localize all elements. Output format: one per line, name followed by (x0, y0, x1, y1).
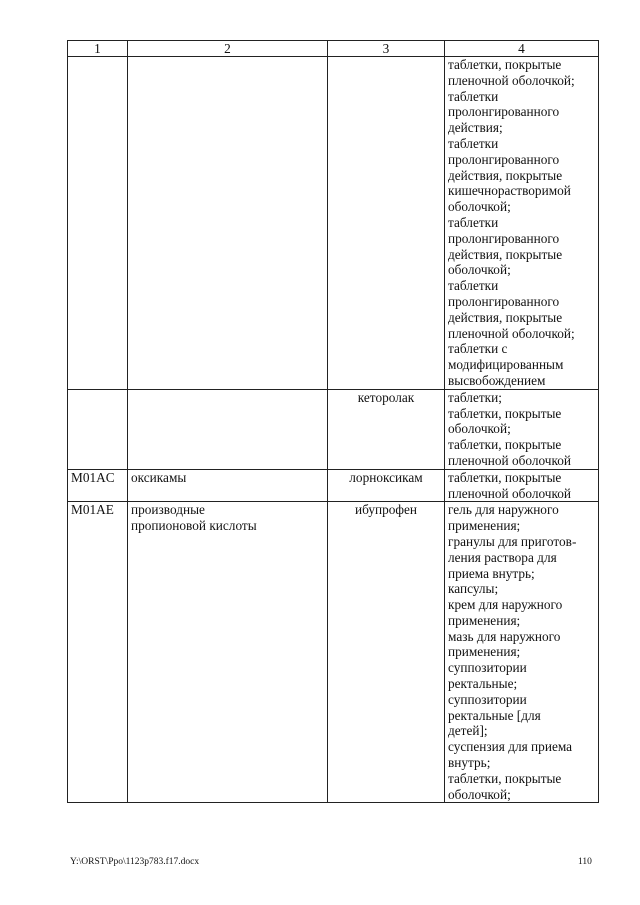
atc-code-cell: M01AC (68, 469, 128, 502)
drug-name-cell: кеторолак (328, 389, 445, 469)
dosage-form-line: пленочной оболочкой (448, 485, 572, 501)
dosage-form-line: капсулы; (448, 581, 499, 597)
table-row (68, 502, 599, 803)
dosage-form-line: суспензия для приема (448, 739, 573, 755)
group-name-cell (128, 57, 328, 390)
header-col-2: 2 (128, 41, 328, 57)
dosage-forms-cell (445, 469, 599, 502)
group-name-line: оксикамы (131, 469, 187, 485)
dosage-form-line: оболочкой; (448, 786, 511, 802)
dosage-form-line: детей]; (448, 723, 488, 739)
dosage-form-line: высвобождением (448, 372, 546, 388)
dosage-form-line: пленочной оболочкой; (448, 72, 575, 88)
dosage-forms-cell (445, 57, 599, 390)
dosage-form-line: гель для наружного (448, 502, 559, 518)
dosage-form-line: суппозитории (448, 660, 527, 676)
dosage-form-line: приема внутрь; (448, 565, 535, 581)
dosage-form-line: оболочкой; (448, 199, 511, 215)
dosage-form-line: действия; (448, 120, 503, 136)
dosage-forms-cell (445, 389, 599, 469)
drug-name-cell: ибупрофен (328, 502, 445, 803)
group-name-line: производные (131, 502, 205, 518)
footer-page-number: 110 (578, 857, 592, 867)
atc-code-cell (68, 389, 128, 469)
table-row (68, 469, 599, 502)
dosage-form-line: действия, покрытые (448, 167, 563, 183)
atc-code-cell: M01AE (68, 502, 128, 803)
dosage-form-line: суппозитории (448, 691, 527, 707)
dosage-form-line: гранулы для приготов- (448, 533, 577, 549)
dosage-form-line: таблетки, покрытые (448, 437, 562, 453)
drug-name-cell: лорноксикам (328, 469, 445, 502)
header-row (68, 41, 599, 57)
dosage-form-line: мазь для наружного (448, 628, 561, 644)
dosage-form-line: ления раствора для (448, 549, 557, 565)
dosage-form-line: оболочкой; (448, 421, 511, 437)
dosage-form-line: применения; (448, 518, 521, 534)
atc-code-cell (68, 57, 128, 390)
dosage-form-line: таблетки (448, 278, 499, 294)
dosage-form-line: пленочной оболочкой (448, 452, 572, 468)
dosage-form-line: таблетки (448, 88, 499, 104)
dosage-form-line: ректальные; (448, 676, 518, 692)
group-name-cell (128, 502, 328, 803)
dosage-form-line: оболочкой; (448, 262, 511, 278)
dosage-form-line: применения; (448, 644, 521, 660)
dosage-form-line: таблетки с (448, 341, 508, 357)
header-col-4: 4 (445, 41, 599, 57)
dosage-form-line: действия, покрытые (448, 246, 563, 262)
dosage-form-line: кишечнорастворимой (448, 183, 571, 199)
footer-file-path: Y:\ORST\Ppo\1123p783.f17.docx (70, 857, 200, 867)
dosage-form-line: таблетки, покрытые (448, 770, 562, 786)
table-body (68, 57, 599, 803)
table-row (68, 389, 599, 469)
medication-table (67, 40, 599, 803)
dosage-form-line: действия, покрытые (448, 309, 563, 325)
group-name-line: пропионовой кислоты (131, 518, 257, 534)
group-name-cell (128, 469, 328, 502)
header-col-1: 1 (68, 41, 128, 57)
dosage-form-line: пролонгированного (448, 151, 560, 167)
dosage-forms-cell (445, 502, 599, 803)
dosage-form-line: применения; (448, 612, 521, 628)
dosage-form-line: пролонгированного (448, 230, 560, 246)
group-name-cell (128, 389, 328, 469)
header-col-3: 3 (328, 41, 445, 57)
dosage-form-line: таблетки; (448, 389, 502, 405)
dosage-form-line: таблетки, покрытые (448, 469, 562, 485)
dosage-form-line: крем для наружного (448, 597, 563, 613)
dosage-form-line: таблетки, покрытые (448, 405, 562, 421)
dosage-form-line: пролонгированного (448, 104, 560, 120)
table-row (68, 57, 599, 390)
dosage-form-line: модифицированным (448, 357, 564, 373)
drug-name-cell (328, 57, 445, 390)
dosage-form-line: таблетки (448, 214, 499, 230)
dosage-form-line: ректальные [для (448, 707, 541, 723)
dosage-form-line: таблетки (448, 135, 499, 151)
dosage-form-line: внутрь; (448, 755, 491, 771)
dosage-form-line: пролонгированного (448, 293, 560, 309)
dosage-form-line: таблетки, покрытые (448, 57, 562, 72)
dosage-form-line: пленочной оболочкой; (448, 325, 575, 341)
